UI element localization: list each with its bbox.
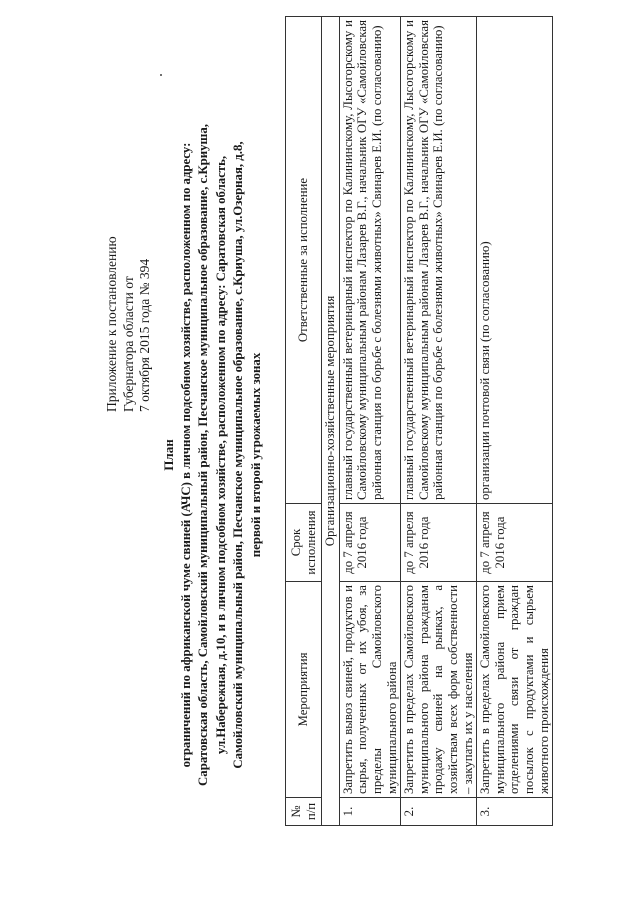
title-line-2: Саратовская область, Самойловский муниципальный район, Песчанское муниципальное образование, с.Криуша,: [196, 124, 210, 786]
table-header-row: [286, 17, 322, 826]
header-responsible: Ответственные за исполнение: [286, 17, 322, 504]
row-num: 3.: [477, 798, 553, 826]
title-line-1: ограничений по африканской чуме свиней (АЧС) в личном подсобном хозяйстве, расположенном по адресу:: [178, 142, 193, 768]
table-row: [401, 17, 477, 826]
row-deadline: до 7 апреля 2016 года: [401, 504, 477, 582]
row-responsible: организации почтовой связи (по согласованию): [477, 17, 553, 504]
row-activity: Запретить в пределах Самойловского муниципального района прием отделениями связи от граждан посылок с продуктами и сырьем животного происхождения: [477, 582, 553, 798]
table-row: [339, 17, 400, 826]
section-title: Организационно-хозяйственные мероприятия: [322, 17, 340, 826]
appendix-line-1: Приложение к постановлению: [104, 236, 119, 412]
measures-table: [285, 16, 553, 826]
header-activity: Мероприятия: [286, 582, 322, 798]
row-activity: Запретить в пределах Самойловского муниципального района гражданам продажу свиней на рынках, а хозяйствам всех форм собственности – закупать их у населения: [401, 582, 477, 798]
row-num: 1.: [339, 798, 400, 826]
appendix-line-2: Губернатора области от: [120, 276, 136, 412]
header-num: № п/п: [286, 798, 322, 826]
row-deadline: до 7 апреля 2016 года: [339, 504, 400, 582]
title-line-5: первой и второй угрожаемых зонах: [248, 352, 263, 558]
title-line-4: Самойловский муниципальный район, Песчанское муниципальное образование, с.Криуша, ул.Озерная, д.8,: [231, 141, 245, 769]
header-deadline: Срок исполнения: [286, 504, 322, 582]
row-num: 2.: [401, 798, 477, 826]
row-activity: Запретить вывоз свиней, продуктов и сырья, полученных от их убоя, за пределы Самойловского муниципального района: [339, 582, 400, 798]
section-row: [322, 17, 340, 826]
row-deadline: до 7 апреля 2016 года: [477, 504, 553, 582]
row-responsible: главный государственный ветеринарный инспектор по Калининскому, Лысогорскому и Самойловскому муниципальным районам Лазарев В.Г., начальник ОГУ «Самойловская районная станция по борьбе с болезнями животных» Свинарев Е.И. (по согласованию): [401, 17, 477, 504]
table-row: [477, 17, 553, 826]
document-title: [160, 45, 265, 865]
appendix-line-3: 7 октября 2015 года № 394: [137, 258, 152, 412]
row-responsible: главный государственный ветеринарный инспектор по Калининскому, Лысогорскому и Самойловскому муниципальным районам Лазарев В.Г., начальник ОГУ «Самойловская районная станция по борьбе с болезнями животных» Свинарев Е.И. (по согласованию): [339, 17, 400, 504]
appendix-note: [104, 172, 154, 412]
title-line-3: ул.Набережная, д.10, и в личном подсобном хозяйстве, расположенном по адресу: Саратовская область,: [213, 155, 228, 755]
title-plan: План: [161, 439, 176, 471]
